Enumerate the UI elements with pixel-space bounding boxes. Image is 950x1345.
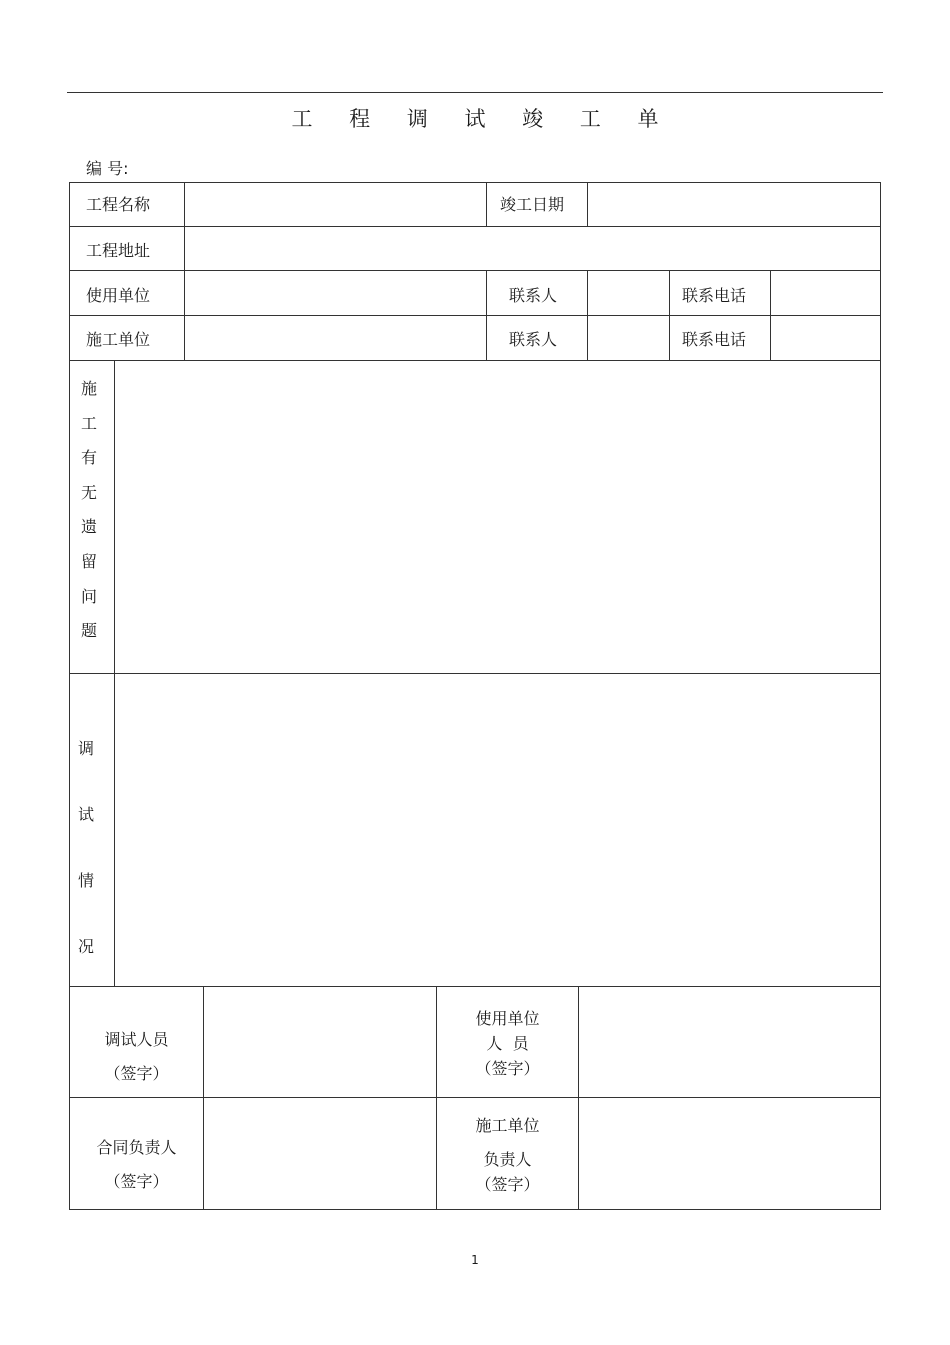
user-unit-staff-signature-field[interactable] (580, 988, 879, 1095)
debug-label-char: 试 (77, 805, 94, 824)
col-divider (203, 986, 204, 1210)
top-rule (67, 92, 883, 93)
debug-status-field[interactable] (116, 675, 879, 984)
contact-field[interactable] (589, 317, 667, 358)
issues-field[interactable] (116, 362, 879, 671)
signature-note: （签字） (104, 1064, 169, 1083)
debug-staff-title: 调试人员 (104, 1030, 169, 1049)
contact-phone-label: 联系电话 (682, 286, 747, 305)
col-divider (770, 270, 771, 360)
debug-staff-label (71, 1023, 202, 1091)
debug-label-char: 情 (77, 871, 94, 890)
row-divider (69, 360, 881, 361)
construction-unit-label: 施工单位 (86, 330, 151, 349)
debug-label-char: 调 (77, 739, 94, 758)
issues-label-char: 题 (80, 621, 97, 641)
user-unit-staff-label (438, 1006, 577, 1081)
contract-lead-title: 合同负责人 (96, 1138, 177, 1157)
signature-note: （签字） (475, 1059, 540, 1078)
debug-status-section-label (68, 716, 104, 980)
construction-lead-subtitle: 负责人 (483, 1150, 532, 1169)
contact-field[interactable] (589, 272, 667, 313)
debug-label-char: 况 (77, 937, 94, 956)
col-divider (436, 986, 437, 1210)
issues-label-char: 工 (80, 413, 97, 433)
completion-date-label: 竣工日期 (500, 195, 565, 214)
construction-unit-field[interactable] (186, 317, 484, 358)
row-divider (69, 226, 881, 227)
serial-number-label: 编 号: (86, 159, 129, 178)
contact-label: 联系人 (509, 286, 558, 305)
contract-lead-signature-field[interactable] (205, 1099, 434, 1208)
contact-phone-field[interactable] (772, 272, 879, 313)
user-unit-staff-title: 使用单位 (475, 1009, 540, 1028)
issues-label-char: 留 (80, 551, 97, 571)
user-unit-label: 使用单位 (86, 286, 151, 305)
row-divider (69, 1097, 881, 1098)
document-title: 工 程 调 试 竣 工 单 (291, 107, 674, 131)
signature-note: （签字） (104, 1172, 169, 1191)
contact-phone-field[interactable] (772, 317, 879, 358)
col-divider (184, 182, 185, 360)
col-divider (486, 182, 487, 226)
row-divider (69, 270, 881, 271)
project-name-label: 工程名称 (86, 195, 151, 214)
contract-lead-label (71, 1131, 202, 1199)
row-divider (69, 986, 881, 987)
project-address-field[interactable] (186, 228, 879, 268)
completion-date-field[interactable] (589, 184, 879, 224)
signature-note: （签字） (475, 1175, 540, 1194)
construction-lead-signature-field[interactable] (580, 1099, 879, 1208)
col-divider (114, 360, 115, 986)
col-divider (486, 270, 487, 360)
row-divider (69, 315, 881, 316)
construction-lead-label (438, 1113, 577, 1197)
project-name-field[interactable] (186, 184, 484, 224)
user-unit-field[interactable] (186, 272, 484, 313)
contact-label: 联系人 (509, 330, 558, 349)
project-address-label: 工程地址 (86, 241, 151, 260)
col-divider (669, 270, 670, 360)
contact-phone-label: 联系电话 (682, 330, 747, 349)
issues-label-char: 有 (80, 448, 97, 468)
issues-label-char: 遗 (80, 517, 97, 537)
col-divider (587, 182, 588, 226)
row-divider (69, 673, 881, 674)
issues-label-char: 施 (80, 379, 97, 398)
issues-label-char: 无 (80, 482, 97, 502)
debug-staff-signature-field[interactable] (205, 988, 434, 1095)
user-unit-staff-subtitle: 人 员 (486, 1034, 529, 1053)
page-number: 1 (471, 1253, 479, 1267)
construction-lead-title: 施工单位 (475, 1116, 540, 1135)
col-divider (587, 270, 588, 360)
issues-label-char: 问 (80, 586, 97, 606)
col-divider (578, 986, 579, 1210)
issues-section-label (71, 372, 107, 649)
